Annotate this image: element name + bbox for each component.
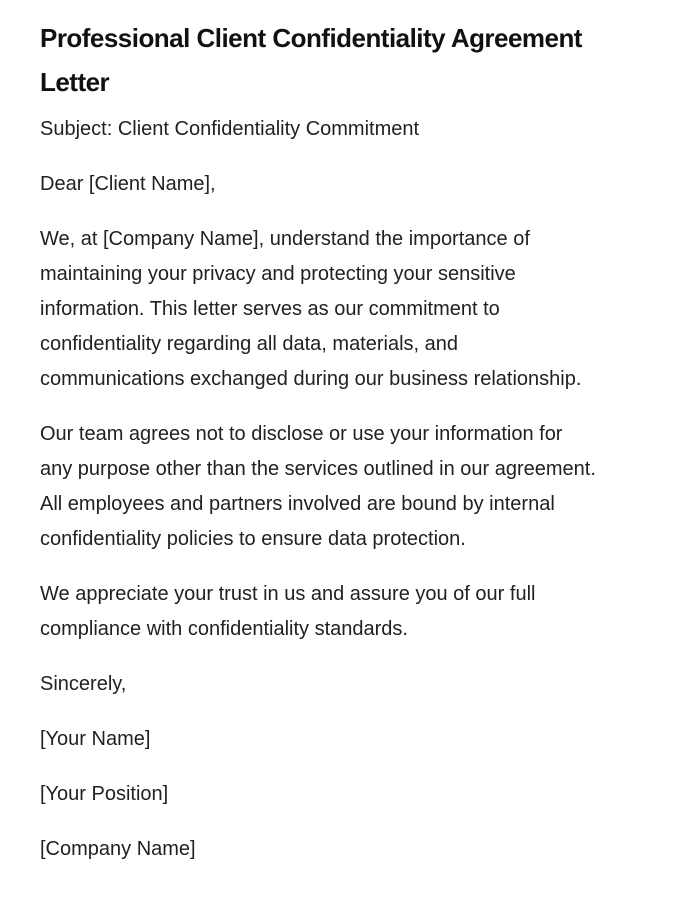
body-paragraph-3: We appreciate your trust in us and assure you of our full compliance with confidentiality standards. — [40, 583, 536, 640]
signature-company: [Company Name] — [40, 838, 196, 860]
signature-position: [Your Position] — [40, 783, 169, 805]
body-paragraph-2: Our team agrees not to disclose or use your information for any purpose other than the services outlined in our agreement. All employees and partners involved are bound by internal confidentiality policies to ensure data protection. — [40, 423, 596, 550]
page-title: Professional Client Confidentiality Agreement Letter — [40, 23, 582, 97]
salutation: Dear [Client Name], — [40, 173, 216, 195]
closing-line: Sincerely, — [40, 673, 127, 695]
body-paragraph-1: We, at [Company Name], understand the importance of maintaining your privacy and protecting your sensitive information. This letter serves as our commitment to confidentiality regarding all data, materials, and communications exchanged during our business relationship. — [40, 228, 582, 390]
signature-name: [Your Name] — [40, 728, 151, 750]
subject-line: Subject: Client Confidentiality Commitment — [40, 118, 420, 140]
